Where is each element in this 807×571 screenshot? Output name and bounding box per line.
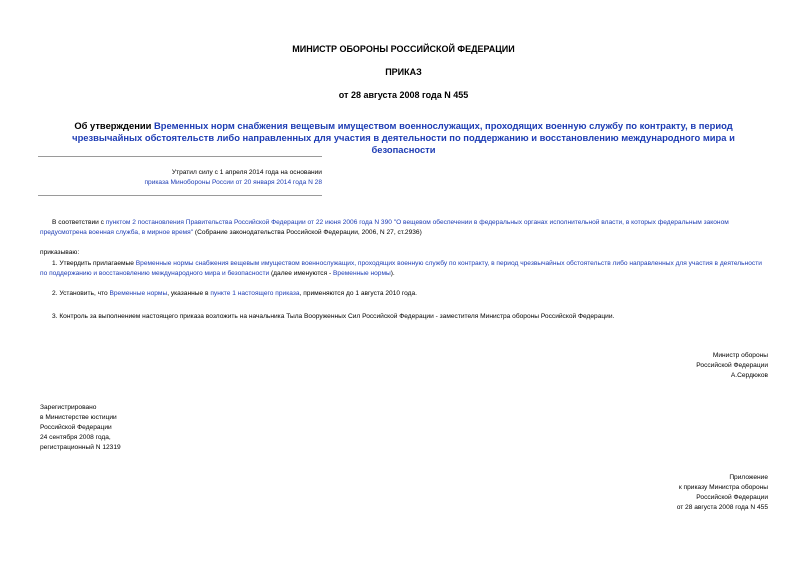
- appendix-line-2: к приказу Министра обороны: [678, 484, 768, 491]
- item-2-prefix: 2. Установить, что: [52, 290, 110, 297]
- item-3-paragraph: 3. Контроль за выполнением настоящего приказа возложить на начальника Тыла Вооруженных Сил Российской Федерации - заместителя Министра обороны Российской Федерации.: [52, 313, 615, 320]
- divider-top: [38, 156, 322, 157]
- preamble-resolution-link[interactable]: пунктом 2 постановления Правительства Российской Федерации от 22 июня 2006 года N 390 "О вещевом обеспечении в федеральных органах исполнительной власти, в которых федеральным законом предусмотрена военная служба, в мирное время": [40, 219, 729, 236]
- registration-line-1: Зарегистрировано: [40, 404, 97, 411]
- registration-line-3: Российской Федерации: [40, 424, 112, 431]
- item-1-end: ).: [390, 270, 395, 277]
- divider-bottom: [38, 195, 322, 196]
- doc-date-number: от 28 августа 2008 года N 455: [338, 90, 469, 100]
- registration-line-2: в Министерстве юстиции: [40, 414, 117, 421]
- signature-block: [560, 351, 768, 381]
- signature-line-3: А.Сердюков: [730, 372, 768, 379]
- appendix-block: [560, 473, 768, 513]
- signature-line-2: Российской Федерации: [696, 362, 768, 369]
- appendix-line-1: Приложение: [729, 474, 768, 481]
- status-repeal-link[interactable]: приказа Минобороны России от 20 января 2014 года N 28: [144, 179, 322, 186]
- item-2-paragraph: [40, 289, 770, 299]
- registration-block: [40, 403, 121, 453]
- item-2-mid: , указанные в: [167, 290, 211, 297]
- item-1-norms-link[interactable]: Временные нормы снабжения вещевым имуществом военнослужащих, проходящих военную службу по контракту, в период чрезвычайных обстоятельств либо направленных для участия в деятельности по поддержанию и восстановлению международного мира и безопасности: [40, 260, 762, 277]
- title-prefix: Об утверждении: [74, 120, 154, 131]
- ministry-heading: МИНИСТР ОБОРОНЫ РОССИЙСКОЙ ФЕДЕРАЦИИ: [292, 44, 515, 54]
- item-2-norms-link[interactable]: Временные нормы: [109, 290, 168, 297]
- registration-line-4: 24 сентября 2008 года,: [40, 434, 111, 441]
- title-norms-link[interactable]: Временных норм снабжения вещевым имуществом военнослужащих, проходящих военную службу по контракту, в период чрезвычайных обстоятельств либо направленных для участия в деятельности по поддержанию и восстановлению международного мира и безопасности: [72, 120, 735, 155]
- preamble-paragraph: [40, 218, 770, 238]
- appendix-line-3: Российской Федерации: [696, 494, 768, 501]
- item-1-mid: (далее именуются -: [269, 270, 334, 277]
- item-1-paragraph: [40, 259, 770, 279]
- item-2-point-link[interactable]: пункте 1 настоящего приказа: [210, 290, 300, 297]
- item-2-end: , применяются до 1 августа 2010 года.: [299, 290, 418, 297]
- appendix-line-4: от 28 августа 2008 года N 455: [676, 504, 768, 511]
- order-word: приказываю:: [40, 249, 80, 256]
- signature-line-1: Министр обороны: [712, 352, 768, 359]
- registration-line-5: регистрационный N 12319: [40, 444, 121, 451]
- item-1-prefix: 1. Утвердить прилагаемые: [52, 260, 136, 267]
- document-title: [40, 120, 767, 156]
- status-block: [38, 168, 322, 188]
- item-1-norms-link-2[interactable]: Временные нормы: [333, 270, 391, 277]
- preamble-prefix: В соответствии с: [52, 219, 106, 226]
- status-line: Утратил силу с 1 апреля 2014 года на основании: [171, 169, 322, 176]
- doc-type-heading: ПРИКАЗ: [385, 67, 422, 77]
- preamble-suffix: (Собрание законодательства Российской Федерации, 2006, N 27, ст.2936): [193, 229, 422, 236]
